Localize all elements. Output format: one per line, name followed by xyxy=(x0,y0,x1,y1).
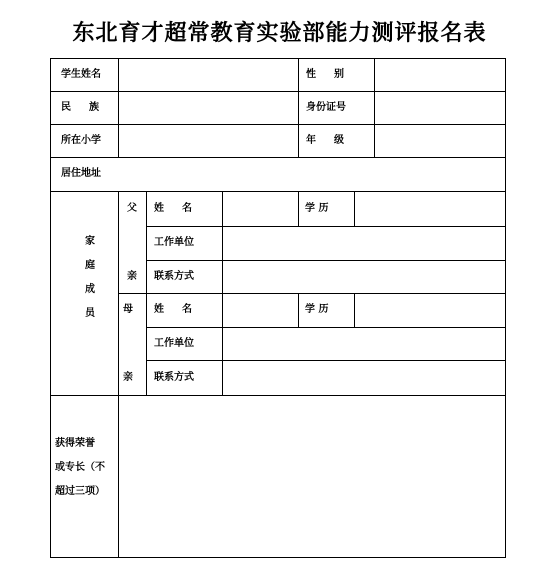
row-line xyxy=(118,293,506,294)
col-line xyxy=(374,58,375,158)
mother-education-label: 学 历 xyxy=(305,304,329,315)
mother-name-label: 姓 名 xyxy=(154,304,196,315)
father-name-label: 姓 名 xyxy=(154,203,196,214)
student-name-label: 学生姓名 xyxy=(61,69,101,80)
col-line xyxy=(505,58,506,558)
mother-contact-label: 联系方式 xyxy=(154,372,194,383)
row-line xyxy=(146,260,506,261)
ethnicity-label: 民 族 xyxy=(61,102,103,113)
father-label-top: 父 xyxy=(127,203,137,214)
col-line xyxy=(298,191,299,226)
row-line xyxy=(146,226,506,227)
mother-work-unit-label: 工作单位 xyxy=(154,338,194,349)
family-members-label: 家 庭 成 员 xyxy=(85,236,95,319)
col-line xyxy=(50,58,51,558)
col-line xyxy=(354,293,355,327)
row-line xyxy=(146,360,506,361)
mother-label-bottom: 亲 xyxy=(123,372,133,383)
father-education-label: 学 历 xyxy=(305,203,329,214)
col-line xyxy=(298,58,299,158)
col-line xyxy=(222,191,223,395)
primary-school-label: 所在小学 xyxy=(61,135,101,146)
honors-label: 获得荣誉 或专长（不 超过三项） xyxy=(55,438,105,497)
col-line xyxy=(298,293,299,327)
father-work-unit-label: 工作单位 xyxy=(154,237,194,248)
address-label: 居住地址 xyxy=(61,168,101,179)
father-label-bottom: 亲 xyxy=(127,271,137,282)
father-contact-label: 联系方式 xyxy=(154,271,194,282)
col-line xyxy=(354,191,355,226)
gender-label: 性 别 xyxy=(306,69,348,80)
col-line xyxy=(146,191,147,395)
form-title: 东北育才超常教育实验部能力测评报名表 xyxy=(72,21,487,46)
row-line xyxy=(146,327,506,328)
mother-label-top: 母 xyxy=(123,304,133,315)
col-line xyxy=(118,191,119,558)
id-number-label: 身份证号 xyxy=(306,102,346,113)
grade-label: 年 级 xyxy=(306,135,348,146)
col-line xyxy=(118,58,119,158)
